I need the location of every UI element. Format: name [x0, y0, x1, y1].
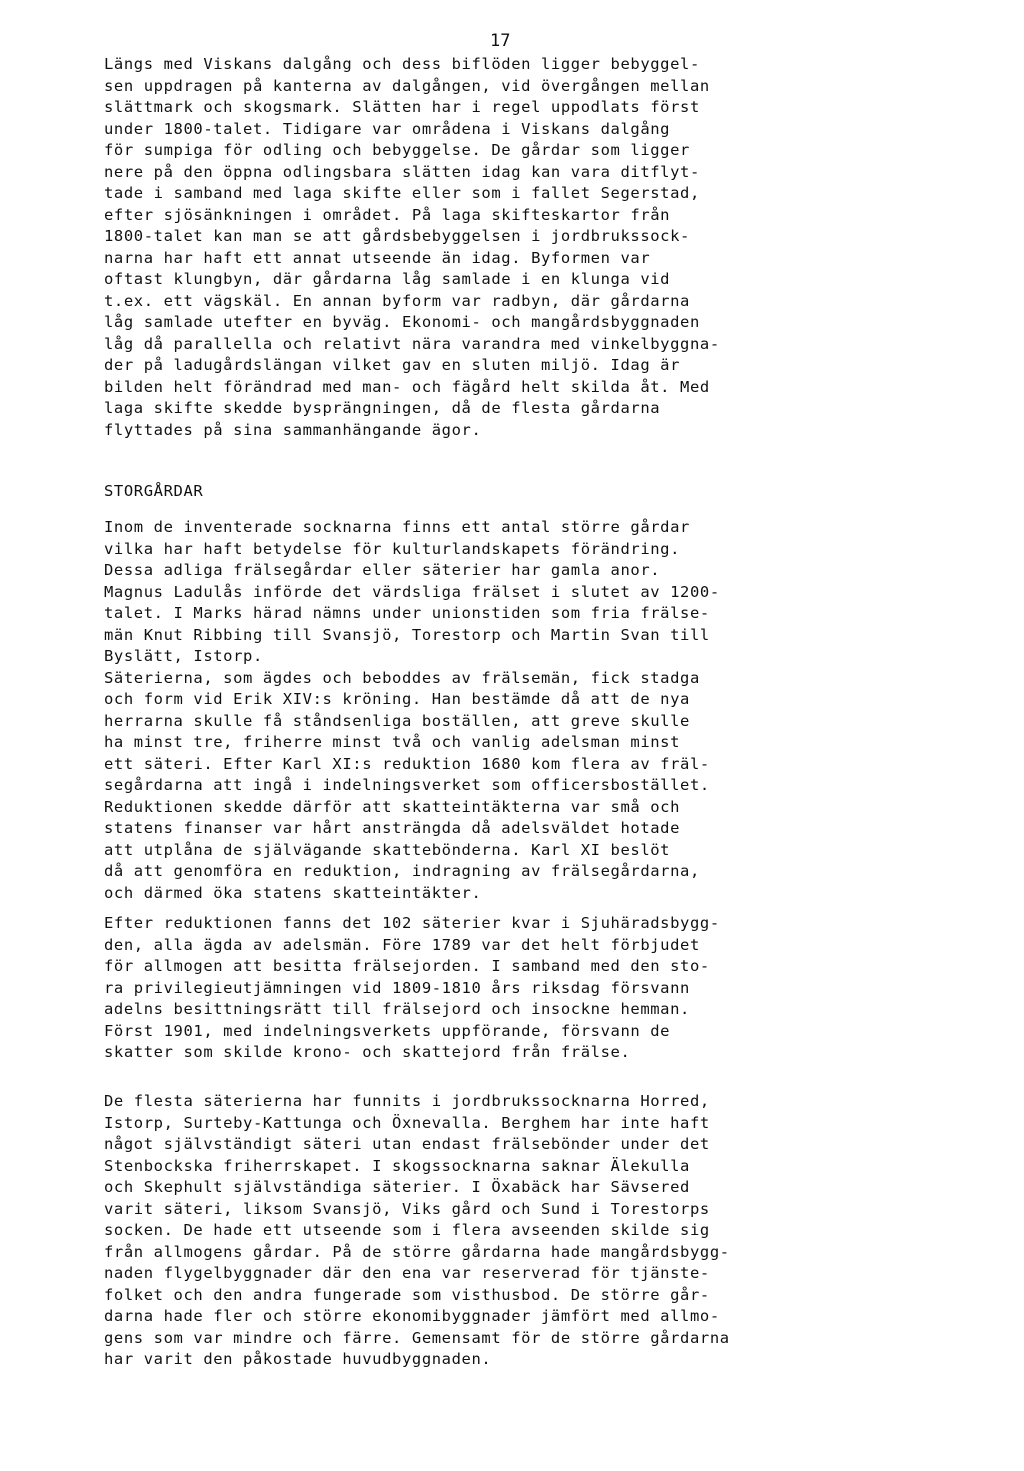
- text-line: darna hade fler och större ekonomibyggnader jämfört med allmo-: [104, 1307, 720, 1325]
- storgardar-paragraph-3: [104, 1091, 874, 1371]
- text-line: sen uppdragen på kanterna av dalgången, vid övergången mellan: [104, 76, 710, 95]
- text-line: ett säteri. Efter Karl XI:s reduktion 1680 kom flera av fräl-: [104, 754, 710, 773]
- text-line: Dessa adliga frälsegårdar eller säterier har gamla anor.: [104, 561, 661, 579]
- text-line: Stenbockska friherrskapet. I skogssocknarna saknar Älekulla: [104, 1156, 690, 1175]
- text-line: Längs med Viskans dalgång och dess biflöden ligger bebyggel-: [104, 55, 700, 73]
- text-line: Byslätt, Istorp.: [104, 647, 263, 665]
- section-heading: STORGÅRDAR: [104, 482, 204, 500]
- text-line: under 1800-talet. Tidigare var områdena i Viskans dalgång: [104, 119, 671, 138]
- text-line: då att genomföra en reduktion, indragning av frälsegårdarna,: [104, 862, 700, 880]
- intro-paragraph: [104, 54, 874, 441]
- text-line: skatter som skilde krono- och skattejord från frälse.: [104, 1043, 631, 1061]
- storgardar-paragraph-2: [104, 913, 874, 1064]
- text-line: Först 1901, med indelningsverkets uppförande, försvann de: [104, 1021, 671, 1040]
- text-line: ha minst tre, friherre minst två och vanlig adelsman minst: [104, 733, 681, 751]
- text-line: herrarna skulle få ståndsenliga boställen, att greve skulle: [104, 711, 690, 730]
- text-line: Magnus Ladulås införde det värdsliga frälset i slutet av 1200-: [104, 582, 720, 601]
- text-line: efter sjösänkningen i området. På laga skifteskartor från: [104, 205, 671, 224]
- text-line: Inom de inventerade socknarna finns ett antal större gårdar: [104, 518, 690, 536]
- text-line: socken. De hade ett utseende som i flera avseenden skilde sig: [104, 1221, 710, 1239]
- text-line: Istorp, Surteby-Kattunga och Öxnevalla. Berghem har inte haft: [104, 1113, 710, 1132]
- text-line: för allmogen att besitta frälsejorden. I samband med den sto-: [104, 957, 710, 975]
- text-line: t.ex. ett vägskäl. En annan byform var radbyn, där gårdarna: [104, 291, 690, 310]
- text-line: varit säteri, liksom Svansjö, Viks gård och Sund i Torestorps: [104, 1199, 710, 1218]
- text-line: statens finanser var hårt ansträngda då adelsväldet hotade: [104, 819, 681, 837]
- text-line: den, alla ägda av adelsmän. Före 1789 var det helt förbjudet: [104, 935, 700, 954]
- text-line: naden flygelbyggnader där den ena var reserverad för tjänste-: [104, 1264, 710, 1282]
- text-line: och form vid Erik XIV:s kröning. Han bestämde då att de nya: [104, 690, 690, 708]
- storgardar-paragraph-1: [104, 517, 874, 904]
- text-line: nere på den öppna odlingsbara slätten idag kan vara ditflyt-: [104, 162, 700, 181]
- text-line: för sumpiga för odling och bebyggelse. De gårdar som ligger: [104, 141, 690, 159]
- text-line: gens som var mindre och färre. Gemensamt för de större gårdarna: [104, 1328, 730, 1347]
- text-line: Reduktionen skedde därför att skatteintäkterna var små och: [104, 797, 681, 816]
- text-line: slättmark och skogsmark. Slätten har i regel uppodlats först: [104, 98, 700, 116]
- text-line: 1800-talet kan man se att gårdsbebyggelsen i jordbrukssock-: [104, 227, 690, 245]
- text-line: låg samlade utefter en byväg. Ekonomi- och mangårdsbyggnaden: [104, 313, 700, 331]
- text-line: De flesta säterierna har funnits i jordbrukssocknarna Horred,: [104, 1092, 710, 1110]
- text-line: tade i samband med laga skifte eller som i fallet Segerstad,: [104, 184, 700, 202]
- text-line: något självständigt säteri utan endast frälsebönder under det: [104, 1135, 710, 1153]
- text-line: segårdarna att ingå i indelningsverket som officersbostället.: [104, 776, 710, 794]
- text-line: folket och den andra fungerade som visthusbod. De större går-: [104, 1285, 710, 1304]
- text-line: män Knut Ribbing till Svansjö, Torestorp och Martin Svan till: [104, 625, 710, 644]
- text-line: bilden helt förändrad med man- och fägård helt skilda åt. Med: [104, 377, 710, 396]
- text-line: att utplåna de självägande skattebönderna. Karl XI beslöt: [104, 840, 671, 859]
- text-line: Efter reduktionen fanns det 102 säterier kvar i Sjuhäradsbygg-: [104, 914, 720, 932]
- text-line: oftast klungbyn, där gårdarna låg samlade i en klunga vid: [104, 270, 671, 288]
- text-line: vilka har haft betydelse för kulturlandskapets förändring.: [104, 539, 681, 558]
- text-line: ra privilegieutjämningen vid 1809-1810 års riksdag försvann: [104, 978, 690, 997]
- text-line: har varit den påkostade huvudbyggnaden.: [104, 1350, 492, 1368]
- text-line: talet. I Marks härad nämns under unionstiden som fria frälse-: [104, 604, 710, 622]
- text-line: och därmed öka statens skatteintäkter.: [104, 883, 482, 902]
- text-line: laga skifte skedde bysprängningen, då de flesta gårdarna: [104, 399, 661, 417]
- text-line: och Skephult självständiga säterier. I Öxabäck har Sävsered: [104, 1178, 690, 1196]
- text-line: der på ladugårdslängan vilket gav en sluten miljö. Idag är: [104, 356, 681, 374]
- text-line: flyttades på sina sammanhängande ägor.: [104, 420, 482, 439]
- text-line: låg då parallella och relativt nära varandra med vinkelbyggna-: [104, 334, 720, 353]
- text-line: narna har haft ett annat utseende än idag. Byformen var: [104, 248, 651, 267]
- text-line: från allmogens gårdar. På de större gårdarna hade mangårdsbygg-: [104, 1242, 730, 1261]
- page-number: 17: [490, 31, 511, 51]
- text-line: adelns besittningsrätt till frälsejord och insockne hemman.: [104, 1000, 690, 1018]
- text-line: Säterierna, som ägdes och beboddes av frälsemän, fick stadga: [104, 668, 700, 687]
